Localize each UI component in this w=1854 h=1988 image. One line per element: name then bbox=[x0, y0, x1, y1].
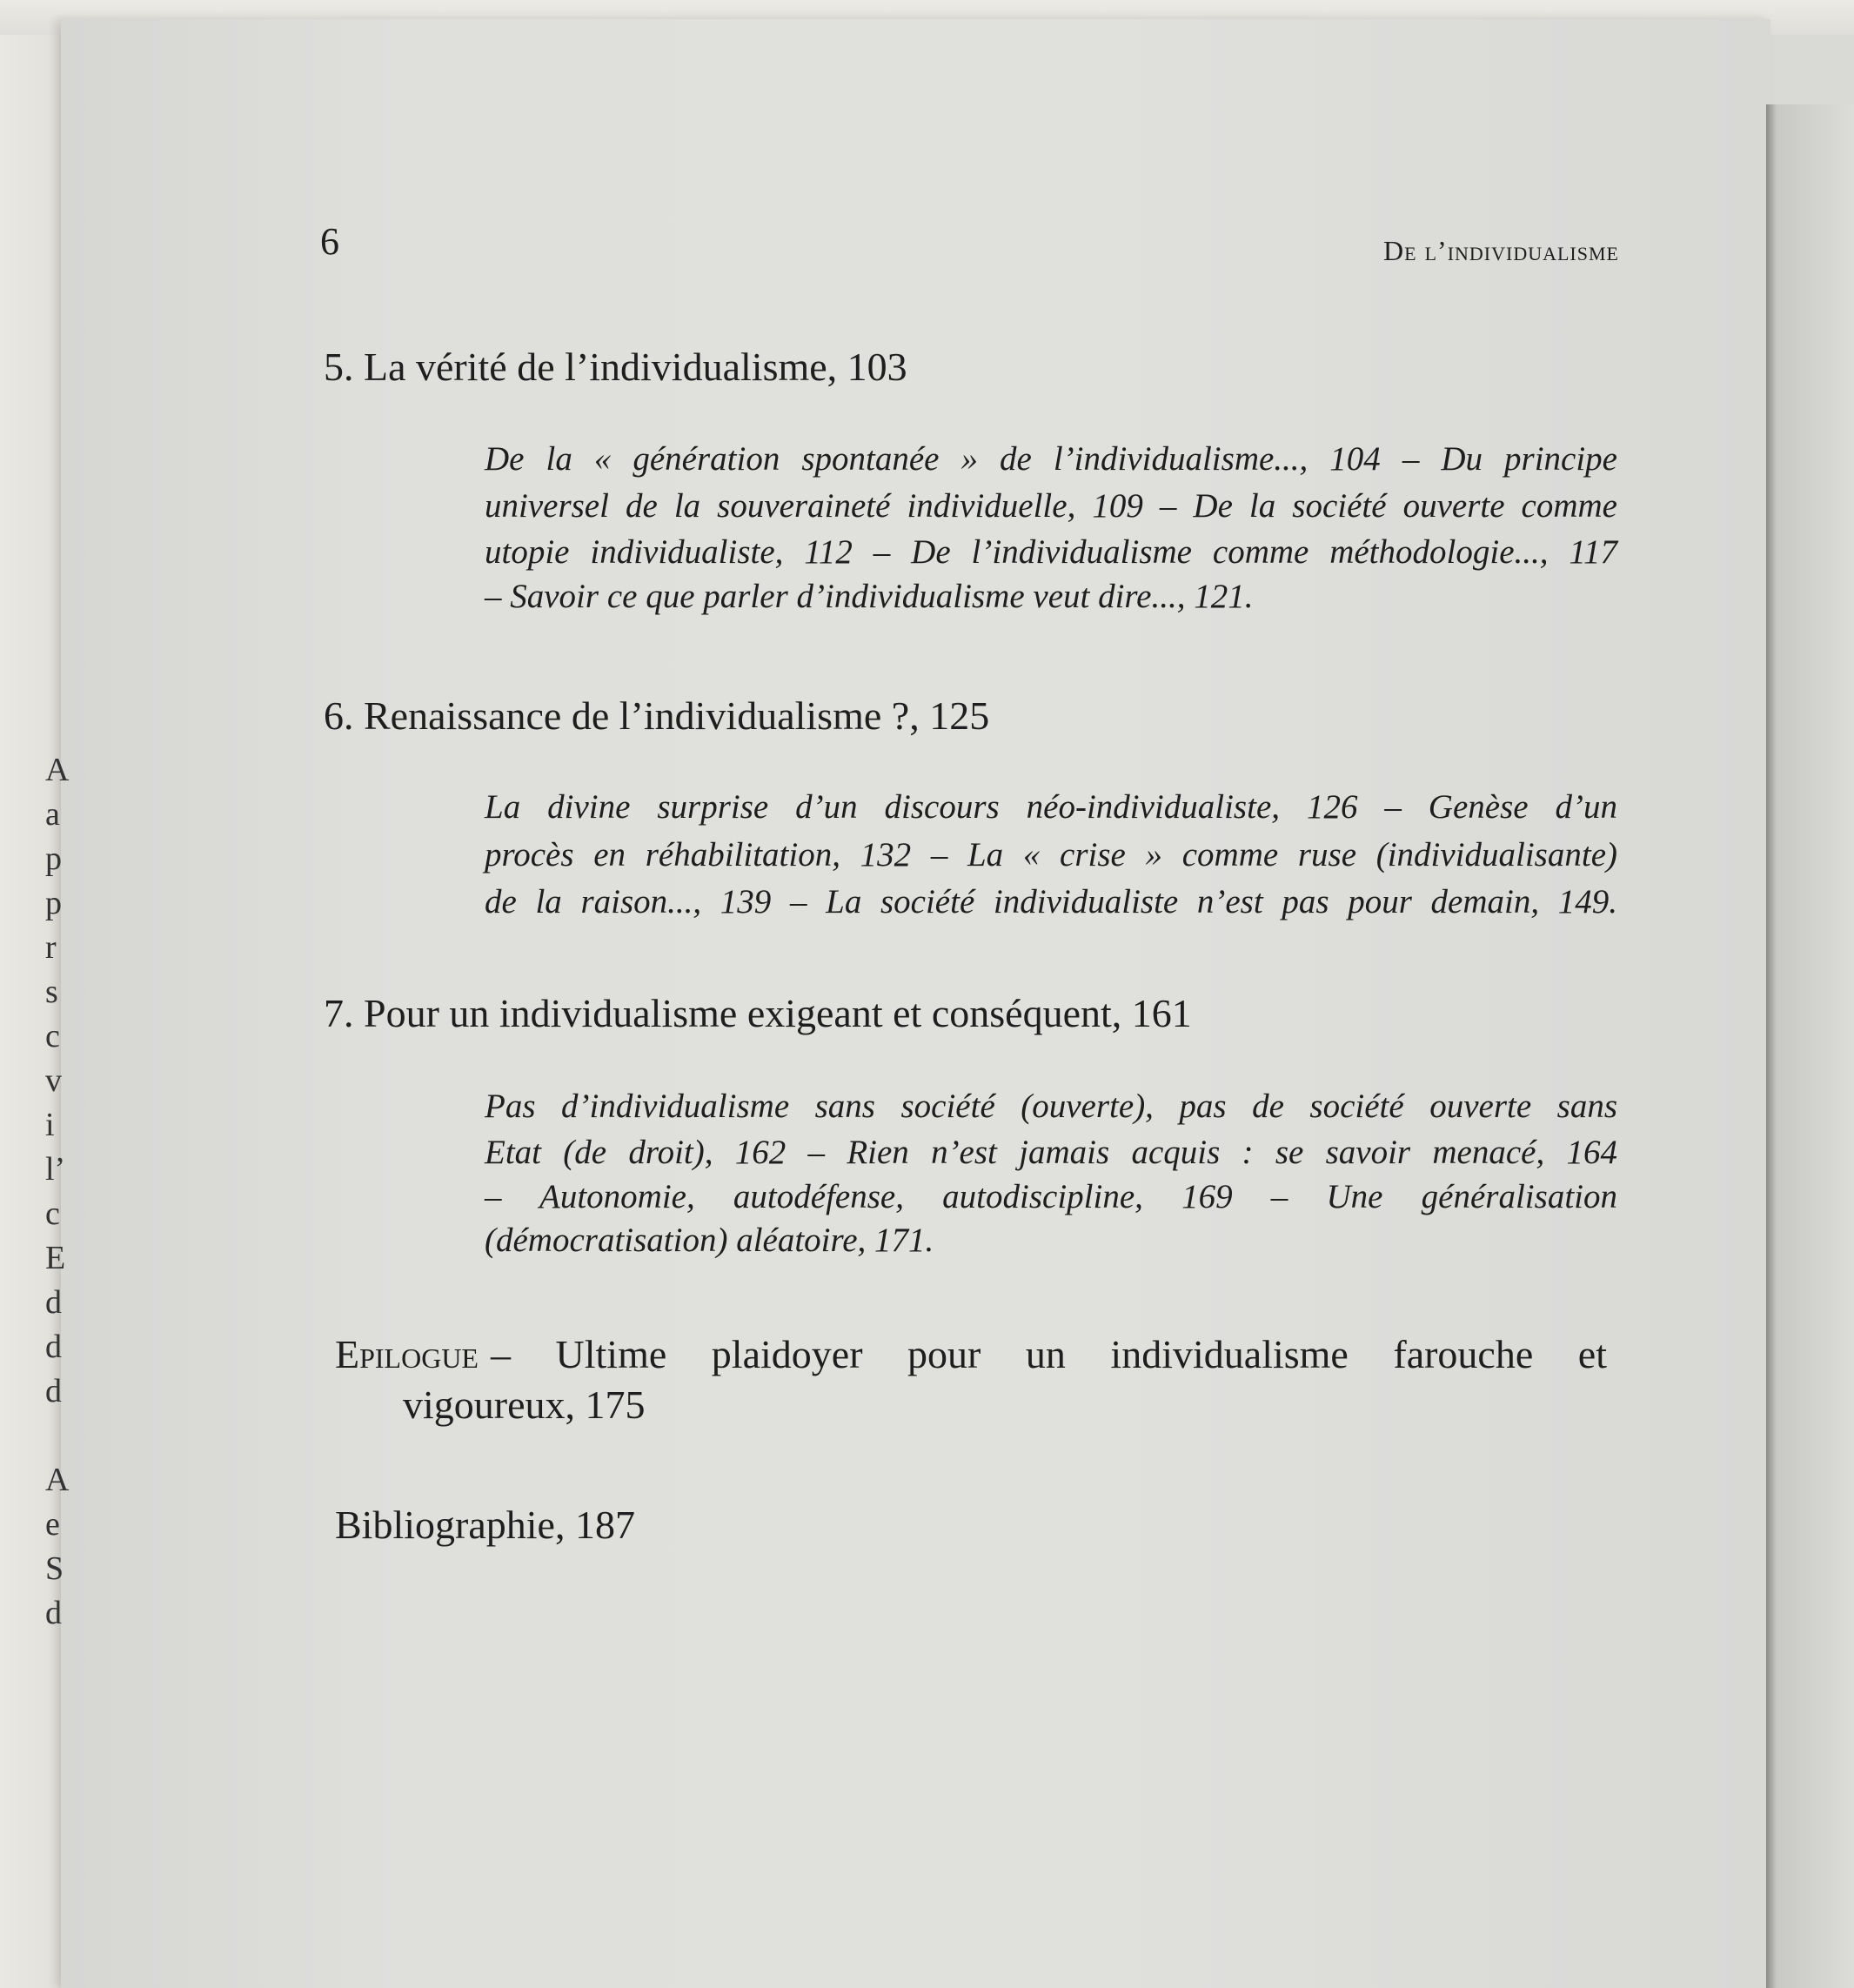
left-page-fragment: v bbox=[45, 1062, 62, 1099]
chapter-7-summary-line: – Autonomie, autodéfense, autodiscipline, 169 – Une généralisation bbox=[485, 1178, 1617, 1215]
chapter-5-title: 5. La vérité de l’individualisme, 103 bbox=[324, 345, 907, 389]
left-page-fragment: S bbox=[45, 1550, 64, 1587]
chapter-5-summary-line: De la « génération spontanée » de l’individualisme..., 104 – Du principe bbox=[485, 440, 1617, 478]
epilogue-title: – Ultime plaidoyer pour un individualisme farouche et bbox=[490, 1332, 1607, 1376]
left-page-fragment: E bbox=[45, 1240, 66, 1276]
chapter-6-title: 6. Renaissance de l’individualisme ?, 125 bbox=[324, 693, 990, 738]
chapter-5-summary-line: utopie individualiste, 112 – De l’individualisme comme méthodologie..., 117 bbox=[485, 533, 1617, 571]
left-page-fragment: i bbox=[45, 1107, 55, 1143]
epilogue-line-2: vigoureux, 175 bbox=[403, 1382, 646, 1427]
facing-page-right bbox=[1766, 104, 1854, 1988]
left-page-fragment: l’ bbox=[45, 1151, 66, 1188]
chapter-7-summary-line: Etat (de droit), 162 – Rien n’est jamais acquis : se savoir menacé, 164 bbox=[485, 1134, 1617, 1171]
left-page-fragment: d bbox=[45, 1329, 62, 1365]
left-page-fragment bbox=[45, 1414, 69, 1458]
epilogue-line bbox=[335, 1331, 1607, 1377]
running-head: De l’individualisme bbox=[1383, 235, 1619, 266]
page-number: 6 bbox=[320, 220, 339, 263]
left-page-fragment: d bbox=[45, 1595, 62, 1631]
chapter-7-summary-line: (démocratisation) aléatoire, 171. bbox=[485, 1222, 934, 1259]
left-page-fragment: p bbox=[45, 840, 62, 877]
left-page-fragment: c bbox=[45, 1195, 60, 1232]
chapter-5-summary-line: – Savoir ce que parler d’individualisme veut dire..., 121. bbox=[485, 578, 1254, 615]
left-page-fragment: A bbox=[45, 1462, 70, 1498]
left-page-fragment: e bbox=[45, 1506, 60, 1543]
left-page-fragment: A bbox=[45, 752, 70, 788]
chapter-6-summary-line: de la raison..., 139 – La société individualiste n’est pas pour demain, 149. bbox=[485, 883, 1617, 920]
chapter-5-summary-line: universel de la souveraineté individuelle, 109 – De la société ouverte comme bbox=[485, 487, 1617, 525]
bibliography-entry: Bibliographie, 187 bbox=[335, 1503, 635, 1547]
left-page-fragment: r bbox=[45, 929, 57, 966]
left-page-fragment: p bbox=[45, 885, 62, 921]
left-page-fragments bbox=[45, 748, 69, 1636]
epilogue-label: Epilogue bbox=[335, 1332, 479, 1376]
chapter-7-summary-line: Pas d’individualisme sans société (ouverte), pas de société ouverte sans bbox=[485, 1088, 1617, 1125]
left-page-fragment: s bbox=[45, 974, 58, 1010]
chapter-7-title: 7. Pour un individualisme exigeant et conséquent, 161 bbox=[324, 991, 1192, 1035]
chapter-6-summary-line: procès en réhabilitation, 132 – La « crise » comme ruse (individualisante) bbox=[485, 836, 1617, 874]
chapter-6-summary-line: La divine surprise d’un discours néo-individualiste, 126 – Genèse d’un bbox=[485, 788, 1617, 826]
left-page-fragment: c bbox=[45, 1018, 60, 1054]
left-page-fragment: a bbox=[45, 796, 60, 833]
left-page-fragment: d bbox=[45, 1284, 62, 1321]
left-page-fragment: d bbox=[45, 1373, 62, 1409]
